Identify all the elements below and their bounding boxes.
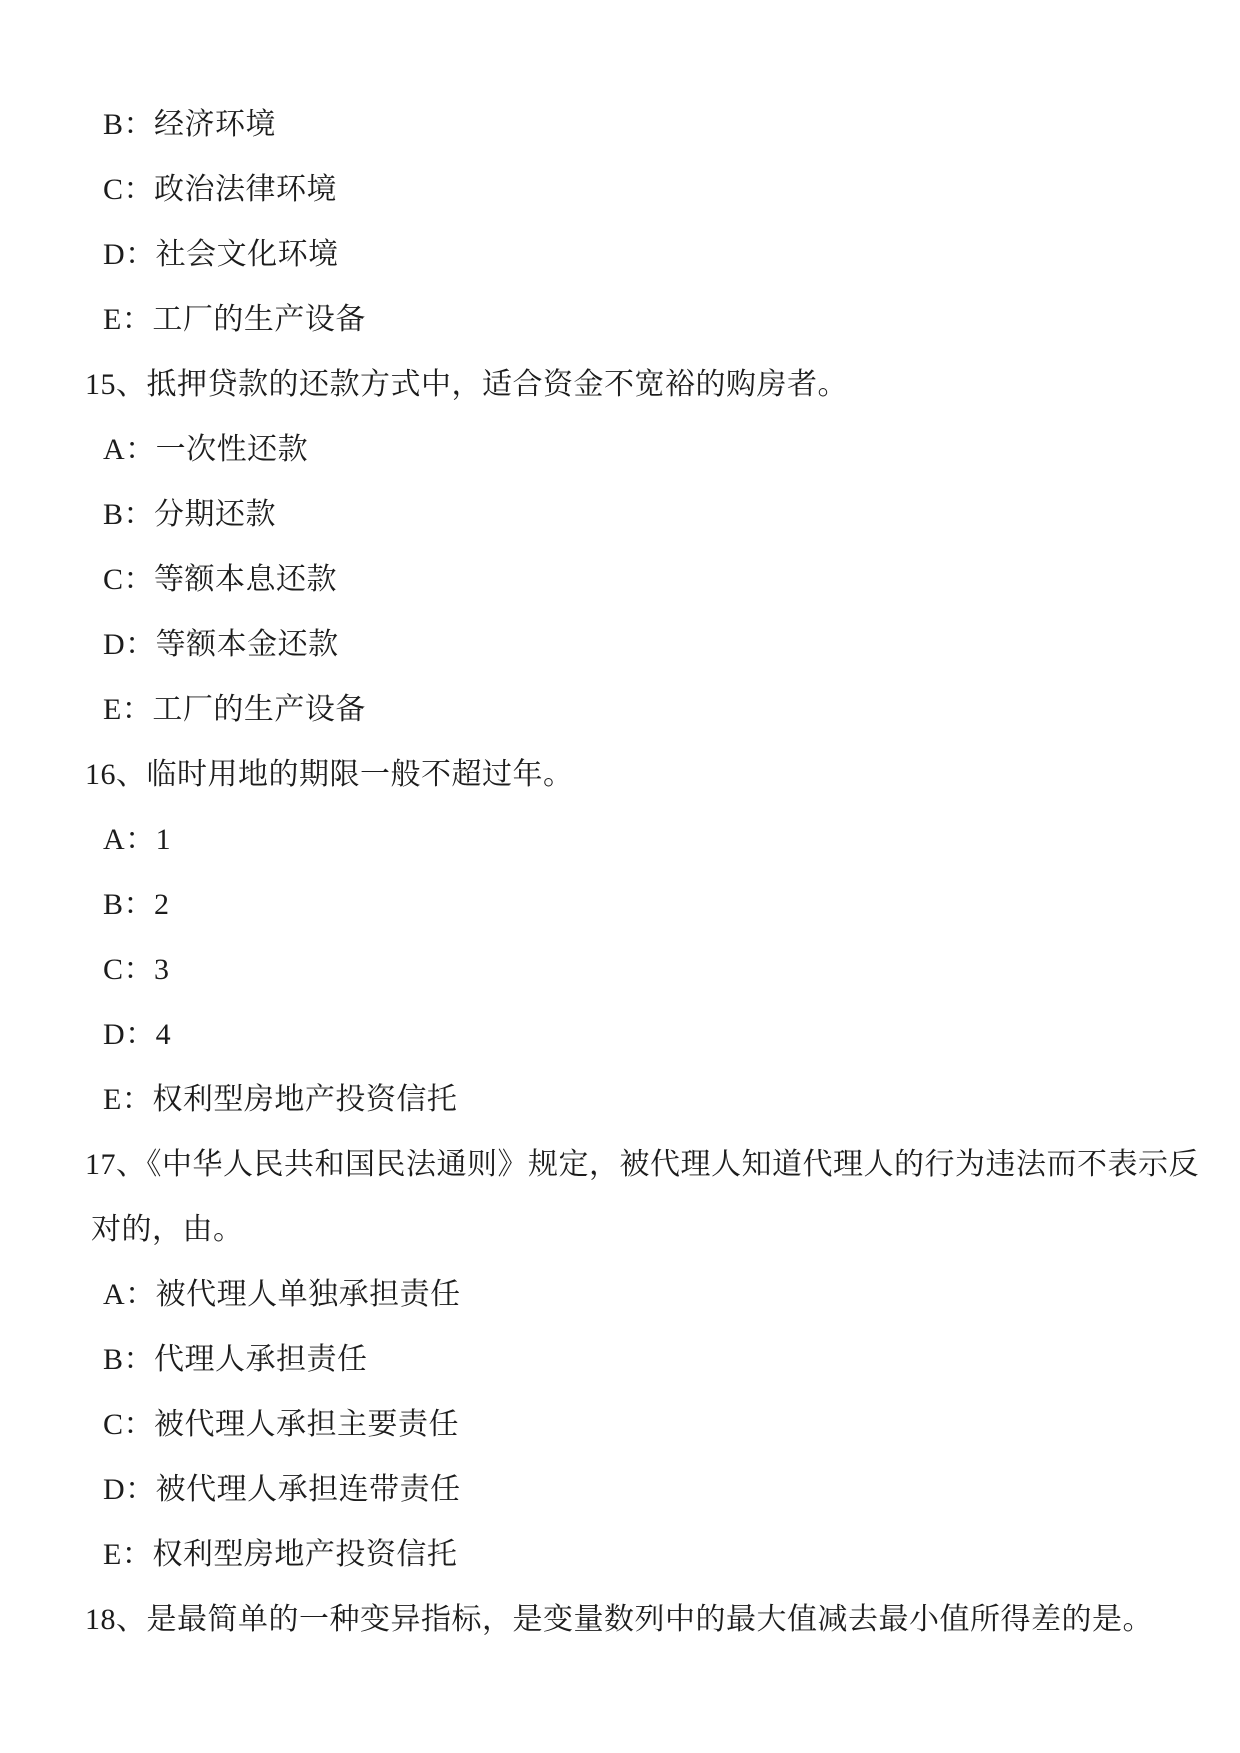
option-16-D: D：4 [103, 1018, 172, 1051]
option-17-B: B：代理人承担责任 [103, 1343, 368, 1376]
question-17-line-2: 对的，由。 [91, 1213, 244, 1246]
option-14-B: B：经济环境 [103, 108, 277, 141]
option-16-E: E：权利型房地产投资信托 [103, 1083, 458, 1116]
option-16-C: C：3 [103, 953, 170, 986]
option-15-A: A：一次性还款 [103, 433, 309, 466]
question-17-line-1: 17、《中华人民共和国民法通则》规定，被代理人知道代理人的行为违法而不表示反 [85, 1148, 1199, 1181]
option-15-D: D：等额本金还款 [103, 628, 339, 661]
option-17-A: A：被代理人单独承担责任 [103, 1278, 461, 1311]
option-15-C: C：等额本息还款 [103, 563, 338, 596]
option-17-C: C：被代理人承担主要责任 [103, 1408, 460, 1441]
option-15-E: E：工厂的生产设备 [103, 693, 366, 726]
option-17-D: D：被代理人承担连带责任 [103, 1473, 461, 1506]
option-14-D: D：社会文化环境 [103, 238, 339, 271]
option-16-A: A：1 [103, 823, 172, 856]
question-15: 15、抵押贷款的还款方式中，适合资金不宽裕的购房者。 [85, 368, 848, 401]
option-17-E: E：权利型房地产投资信托 [103, 1538, 458, 1571]
question-16: 16、临时用地的期限一般不超过年。 [85, 758, 574, 791]
question-18: 18、是最简单的一种变异指标，是变量数列中的最大值减去最小值所得差的是。 [85, 1603, 1153, 1636]
option-14-E: E：工厂的生产设备 [103, 303, 366, 336]
option-14-C: C：政治法律环境 [103, 173, 338, 206]
option-15-B: B：分期还款 [103, 498, 277, 531]
option-16-B: B：2 [103, 888, 170, 921]
